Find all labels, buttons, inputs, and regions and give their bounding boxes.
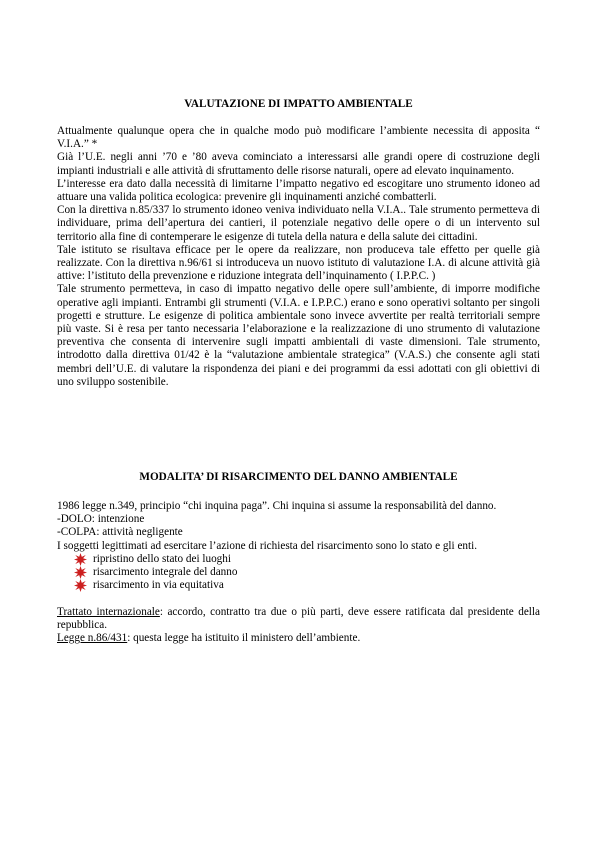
spacer: [57, 592, 540, 605]
paragraph-trattato: [57, 606, 540, 632]
red-star-icon: [74, 579, 87, 592]
list-item-label: ripristino dello stato dei luoghi: [93, 552, 231, 565]
red-star-icon: [74, 553, 87, 566]
paragraph: Attualmente qualunque opera che in qualche modo può modificare l’ambiente necessita di apposita “ V.I.A.” *: [57, 125, 540, 151]
text-line: -DOLO: intenzione: [57, 513, 145, 526]
text-line: -COLPA: attività negligente: [57, 526, 183, 539]
bullet-list: [57, 553, 540, 593]
definition-legge: : questa legge ha istituito il ministero dell’ambiente.: [127, 631, 361, 644]
red-star-icon: [74, 566, 87, 579]
paragraph: Tale strumento permetteva, in caso di impatto negativo delle opere sull’ambiente, di imporre modifiche operative agli impianti. Entrambi gli strumenti (V.I.A. e I.P.P.C.) erano e sono operativi soltanto per singoli progetti e strutture. Le esigenze di politica ambientale sono invece avvertite per realtà territoriali sempre più vaste. Si è resa per tanto necessaria l’elaborazione e la realizzazione di uno strumento di valutazione preventiva che consenta di intervenire sugli impatti ambientali di vaste dimensioni. Tale strumento, introdotto dalla direttiva 01/42 è la “valutazione ambientale strategica” (V.A.S.) che consente agli stati membri dell’U.E. di valutare la rispondenza dei piani e dei programmi da essi adottati con gli obiettivi di uno sviluppo sostenibile.: [57, 283, 540, 388]
term-trattato: Trattato internazionale: [57, 605, 160, 618]
paragraph: Con la direttiva n.85/337 lo strumento idoneo veniva individuato nella V.I.A.. Tale strumento permetteva di individuare, prima dell’apertura dei cantieri, il potenziale negativo delle opere o di un intervento sul territorio alla fine di contemperare le esigenze di tutela della natura e della salute dei cittadini.: [57, 204, 540, 243]
term-legge: Legge n.86/431: [57, 631, 128, 644]
list-item: [74, 566, 540, 579]
list-item-label: risarcimento in via equitativa: [93, 579, 224, 592]
list-item-label: risarcimento integrale del danno: [93, 566, 238, 578]
paragraph: L’interesse era dato dalla necessità di limitarne l’impatto negativo ed escogitare uno strumento idoneo ad attuare una valida politica ecologica: prevenire gli inquinamenti anziché combatterli.: [57, 177, 540, 204]
section-risarcimento: [57, 470, 540, 645]
section-title-via: VALUTAZIONE DI IMPATTO AMBIENTALE: [184, 98, 413, 110]
definition-trattato: : accordo, contratto tra due o più parti, deve essere ratificata dal presidente della repubblica.: [57, 605, 540, 631]
paragraph: Già l’U.E. negli anni ’70 e ’80 aveva cominciato a interessarsi alle grandi opere di costruzione degli impianti industriali e alle attività di sfruttamento delle risorse naturali, opere ad elevato inquinamento.: [57, 151, 540, 177]
section-title-risarcimento: MODALITA’ DI RISARCIMENTO DEL DANNO AMBIENTALE: [139, 471, 458, 483]
text-line: I soggetti legittimati ad esercitare l’azione di richiesta del risarcimento sono lo stato e gli enti.: [57, 539, 478, 552]
text-line: 1986 legge n.349, principio “chi inquina paga”. Chi inquina si assume la responsabilità del danno.: [57, 500, 497, 512]
list-item: [74, 553, 540, 566]
paragraph: Tale istituto se risultava efficace per le opere da realizzare, non produceva tale effetto per quelle già realizzate. Con la direttiva n.96/61 si introduceva un nuovo istituto di valutazione I.A. di alcune attività già attive: l’istituto della prevenzione e riduzione integrata dell’inquinamento ( I.P.P.C. ): [57, 243, 540, 283]
section-via: [57, 97, 540, 389]
list-item: [74, 579, 540, 592]
paragraph-legge: [57, 632, 540, 645]
